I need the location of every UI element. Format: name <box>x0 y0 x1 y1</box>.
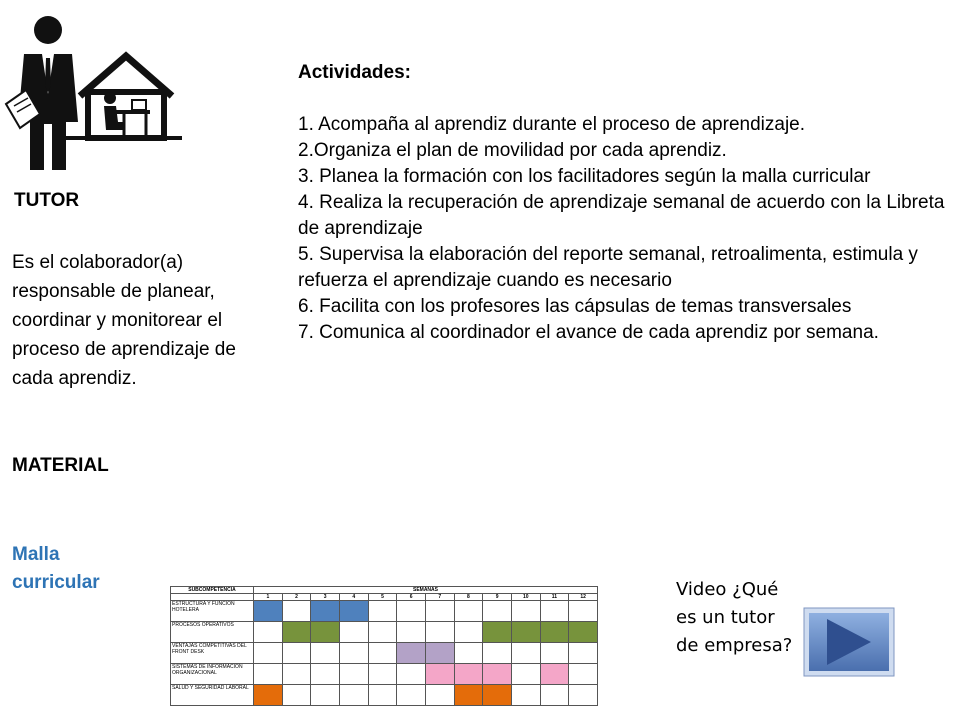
grid-row <box>171 643 598 664</box>
grid-row <box>171 664 598 685</box>
grid-week-header: 7 <box>425 594 454 601</box>
video-caption: Video ¿Qué es un tutor de empresa? <box>676 579 793 656</box>
grid-cell <box>339 601 368 622</box>
grid-cell <box>282 601 311 622</box>
curriculum-table <box>170 586 598 706</box>
grid-cell <box>540 664 569 685</box>
grid-cell <box>311 622 340 643</box>
tutor-home-icon <box>4 14 182 174</box>
grid-cell <box>368 601 397 622</box>
grid-cell <box>483 664 512 685</box>
grid-row-label: ESTRUCTURA Y FUNCIÓN HOTELERA <box>171 601 254 622</box>
grid-cell <box>397 622 426 643</box>
grid-cell <box>311 685 340 706</box>
grid-row <box>171 622 598 643</box>
grid-cell <box>397 601 426 622</box>
grid-empty-cell <box>171 594 254 601</box>
grid-cell <box>425 601 454 622</box>
grid-cell <box>339 643 368 664</box>
grid-cell <box>483 643 512 664</box>
grid-cell <box>454 643 483 664</box>
grid-cell <box>254 601 283 622</box>
grid-semanas-header: SEMANAS <box>254 587 598 594</box>
grid-cell <box>254 643 283 664</box>
grid-week-header: 9 <box>483 594 512 601</box>
grid-cell <box>483 622 512 643</box>
grid-cell <box>368 685 397 706</box>
malla-curricular-link[interactable]: Malla curricular <box>12 544 100 593</box>
grid-row-label: VENTAJAS COMPETITIVAS DEL FRONT DESK <box>171 643 254 664</box>
activity-item: 6. Facilita con los profesores las cápsulas de temas transversales <box>298 296 852 317</box>
material-heading: MATERIAL <box>12 455 109 476</box>
grid-cell <box>454 664 483 685</box>
activity-item: 2.Organiza el plan de movilidad por cada aprendiz. <box>298 140 727 161</box>
activity-item: 1. Acompaña al aprendiz durante el proceso de aprendizaje. <box>298 114 806 135</box>
grid-cell <box>454 601 483 622</box>
grid-cell <box>397 643 426 664</box>
grid-week-header: 2 <box>282 594 311 601</box>
grid-cell <box>397 664 426 685</box>
grid-cell <box>569 643 598 664</box>
activity-item: 5. Supervisa la elaboración del reporte semanal, retroalimenta, estimula y refuerza el aprendizaje cuando es necesario <box>298 244 918 291</box>
grid-cell <box>540 643 569 664</box>
grid-week-header: 11 <box>540 594 569 601</box>
grid-subcompetencia-header: SUBCOMPETENCIA <box>171 587 254 594</box>
activity-item: 3. Planea la formación con los facilitadores según la malla curricular <box>298 166 871 187</box>
activity-item: 7. Comunica al coordinador el avance de cada aprendiz por semana. <box>298 322 879 343</box>
grid-cell <box>511 685 540 706</box>
grid-cell <box>254 685 283 706</box>
grid-cell <box>569 664 598 685</box>
grid-week-header: 1 <box>254 594 283 601</box>
grid-row <box>171 685 598 706</box>
grid-cell <box>339 685 368 706</box>
grid-cell <box>254 664 283 685</box>
curriculum-grid <box>170 586 598 716</box>
grid-cell <box>368 643 397 664</box>
grid-row-label: PROCESOS OPERATIVOS <box>171 622 254 643</box>
grid-cell <box>569 622 598 643</box>
grid-cell <box>368 622 397 643</box>
tutor-heading: TUTOR <box>14 190 80 211</box>
grid-cell <box>282 685 311 706</box>
grid-cell <box>282 664 311 685</box>
grid-cell <box>282 643 311 664</box>
grid-cell <box>511 664 540 685</box>
grid-row-label: SISTEMAS DE INFORMACIÓN ORGANIZACIONAL <box>171 664 254 685</box>
grid-row-label: SALUD Y SEGURIDAD LABORAL <box>171 685 254 706</box>
grid-row <box>171 601 598 622</box>
video-play-button[interactable] <box>803 607 895 677</box>
grid-cell <box>311 664 340 685</box>
grid-week-header: 8 <box>454 594 483 601</box>
grid-cell <box>397 685 426 706</box>
grid-cell <box>425 664 454 685</box>
activities-section <box>298 60 948 346</box>
grid-week-header: 10 <box>511 594 540 601</box>
grid-cell <box>540 685 569 706</box>
tutor-description: Es el colaborador(a) responsable de planear, coordinar y monitorear el proceso de aprendizaje de cada aprendiz. <box>12 252 236 389</box>
grid-cell <box>425 622 454 643</box>
grid-cell <box>540 622 569 643</box>
activities-title: Actividades: <box>298 62 411 83</box>
grid-week-header: 4 <box>339 594 368 601</box>
grid-cell <box>483 601 512 622</box>
grid-cell <box>368 664 397 685</box>
grid-cell <box>425 685 454 706</box>
grid-cell <box>425 643 454 664</box>
grid-cell <box>254 622 283 643</box>
grid-cell <box>282 622 311 643</box>
activity-item: 4. Realiza la recuperación de aprendizaje semanal de acuerdo con la Libreta de aprendizaje <box>298 192 945 239</box>
grid-cell <box>569 601 598 622</box>
grid-cell <box>511 643 540 664</box>
grid-cell <box>511 601 540 622</box>
grid-cell <box>339 664 368 685</box>
activities-list <box>298 112 948 346</box>
grid-cell <box>311 643 340 664</box>
grid-cell <box>483 685 512 706</box>
grid-cell <box>511 622 540 643</box>
grid-week-header: 5 <box>368 594 397 601</box>
grid-cell <box>339 622 368 643</box>
grid-week-header: 6 <box>397 594 426 601</box>
grid-cell <box>311 601 340 622</box>
grid-cell <box>569 685 598 706</box>
grid-cell <box>454 622 483 643</box>
grid-week-header: 12 <box>569 594 598 601</box>
grid-cell <box>454 685 483 706</box>
grid-week-header: 3 <box>311 594 340 601</box>
grid-cell <box>540 601 569 622</box>
